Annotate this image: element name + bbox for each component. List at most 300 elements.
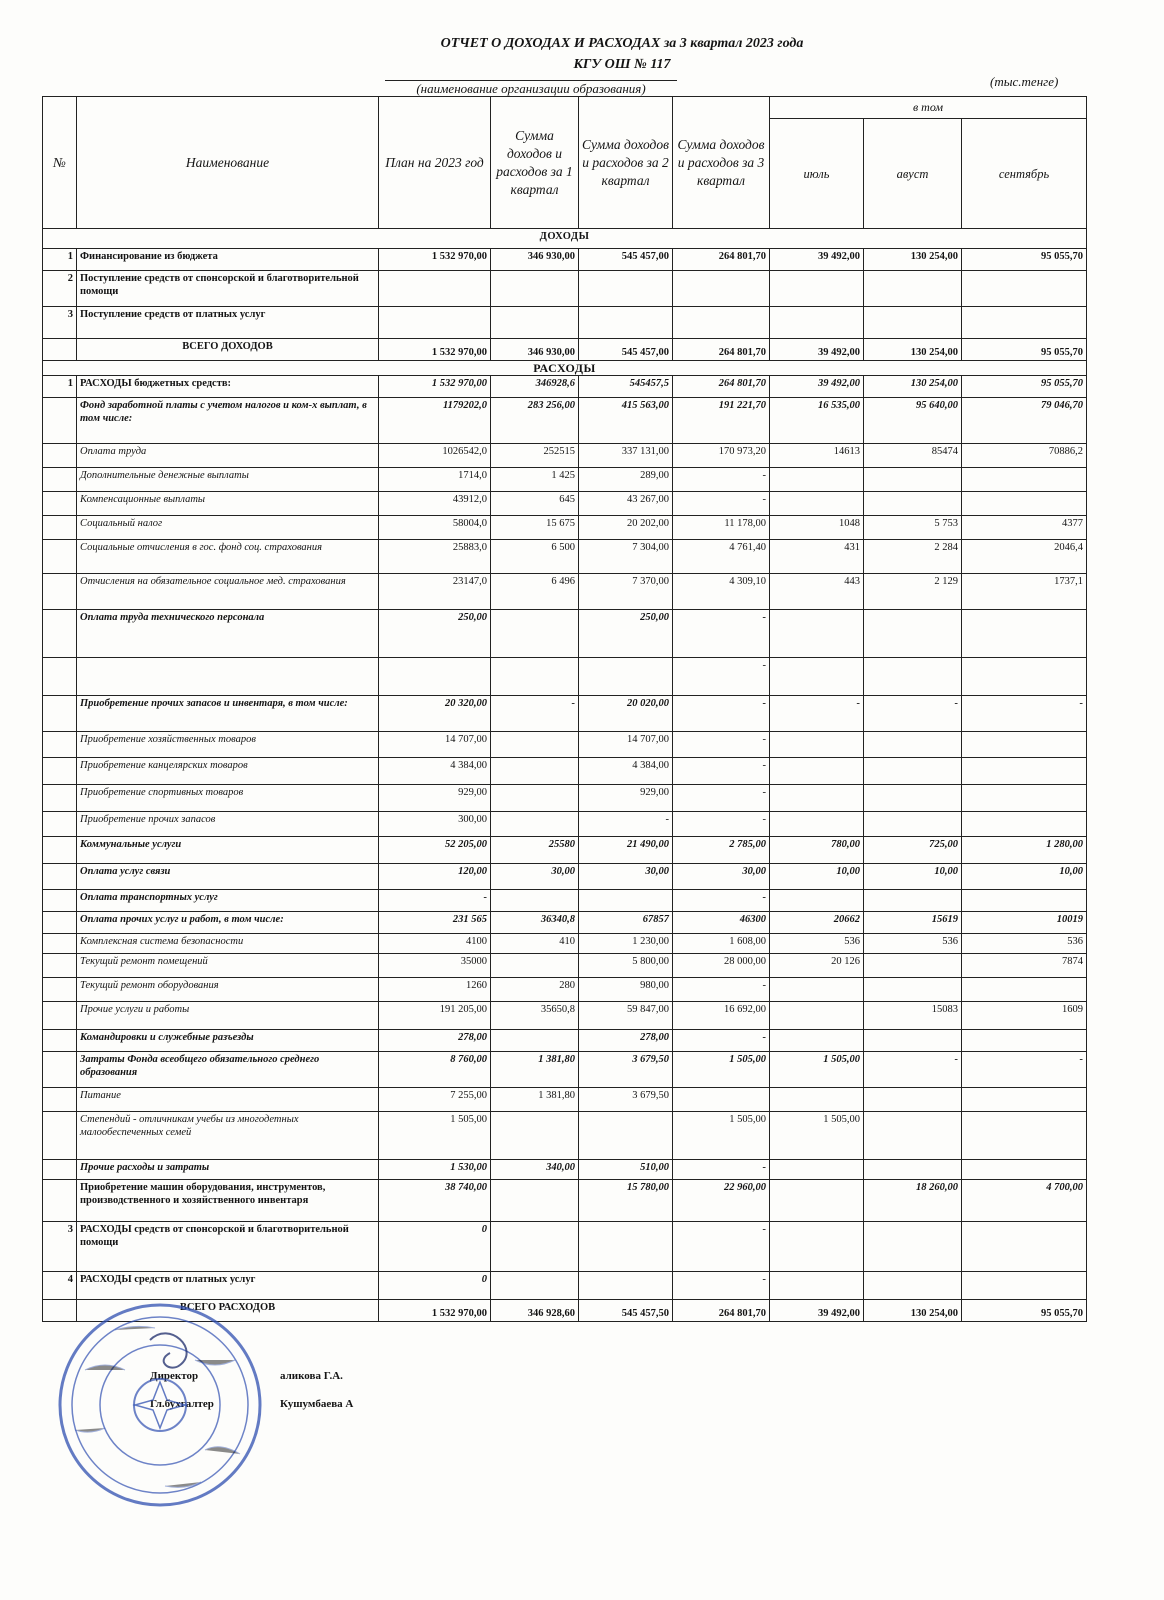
cell-q1 bbox=[491, 954, 579, 978]
total-m3: 95 055,70 bbox=[962, 339, 1087, 361]
section-expenses: РАСХОДЫ bbox=[43, 361, 1087, 376]
table-row bbox=[43, 271, 1087, 307]
total-m2: 130 254,00 bbox=[864, 339, 962, 361]
table-row bbox=[43, 492, 1087, 516]
cell-m1: 39 492,00 bbox=[770, 249, 864, 271]
cell-plan: 1179202,0 bbox=[379, 398, 491, 444]
cell-plan: 7 255,00 bbox=[379, 1088, 491, 1112]
cell-m2 bbox=[864, 610, 962, 658]
cell-m3: 4 700,00 bbox=[962, 1180, 1087, 1222]
cell-plan: 250,00 bbox=[379, 610, 491, 658]
cell-m3 bbox=[962, 812, 1087, 837]
cell-q1: 1 381,80 bbox=[491, 1052, 579, 1088]
row-number bbox=[43, 1160, 77, 1180]
cell-plan: - bbox=[379, 890, 491, 912]
cell-m1 bbox=[770, 890, 864, 912]
cell-plan: 0 bbox=[379, 1272, 491, 1300]
cell-m1: 16 535,00 bbox=[770, 398, 864, 444]
cell-q2: 30,00 bbox=[579, 864, 673, 890]
cell-q2: 15 780,00 bbox=[579, 1180, 673, 1222]
cell-q1 bbox=[491, 758, 579, 785]
organization-name: КГУ ОШ № 117 bbox=[573, 57, 671, 72]
row-name bbox=[77, 658, 379, 696]
row-name: Питание bbox=[77, 1088, 379, 1112]
cell-m3: 4377 bbox=[962, 516, 1087, 540]
cell-m2 bbox=[864, 1222, 962, 1272]
cell-m1: - bbox=[770, 696, 864, 732]
row-number bbox=[43, 732, 77, 758]
cell-q1 bbox=[491, 1272, 579, 1300]
cell-m1: 10,00 bbox=[770, 864, 864, 890]
cell-q1: 35650,8 bbox=[491, 1002, 579, 1030]
cell-plan: 278,00 bbox=[379, 1030, 491, 1052]
cell-q2: 59 847,00 bbox=[579, 1002, 673, 1030]
cell-q3: - bbox=[673, 978, 770, 1002]
col-in-that: в том bbox=[770, 97, 1087, 119]
table-row bbox=[43, 954, 1087, 978]
row-name: Прочие расходы и затраты bbox=[77, 1160, 379, 1180]
cell-m2: 2 284 bbox=[864, 540, 962, 574]
table-row bbox=[43, 376, 1087, 398]
total-q3: 264 801,70 bbox=[673, 1300, 770, 1322]
cell-plan: 120,00 bbox=[379, 864, 491, 890]
row-number bbox=[43, 978, 77, 1002]
cell-q3: 1 608,00 bbox=[673, 934, 770, 954]
cell-q3: 28 000,00 bbox=[673, 954, 770, 978]
cell-plan: 300,00 bbox=[379, 812, 491, 837]
cell-plan: 191 205,00 bbox=[379, 1002, 491, 1030]
cell-m2 bbox=[864, 658, 962, 696]
row-number bbox=[43, 1180, 77, 1222]
cell-m3: 95 055,70 bbox=[962, 376, 1087, 398]
cell-q1: 252515 bbox=[491, 444, 579, 468]
cell-q2: 545 457,00 bbox=[579, 249, 673, 271]
cell-m2 bbox=[864, 978, 962, 1002]
cell-m1 bbox=[770, 758, 864, 785]
cell-q3: - bbox=[673, 610, 770, 658]
cell-plan: 58004,0 bbox=[379, 516, 491, 540]
row-number bbox=[43, 610, 77, 658]
table-row bbox=[43, 307, 1087, 339]
accountant-label: Гл.бухгалтер bbox=[150, 1398, 214, 1410]
cell-m3 bbox=[962, 271, 1087, 307]
cell-plan: 1026542,0 bbox=[379, 444, 491, 468]
cell-q2: 980,00 bbox=[579, 978, 673, 1002]
cell-m2: 536 bbox=[864, 934, 962, 954]
total-q2: 545 457,00 bbox=[579, 339, 673, 361]
table-row bbox=[43, 1002, 1087, 1030]
table-row bbox=[43, 978, 1087, 1002]
row-name: Коммунальные услуги bbox=[77, 837, 379, 864]
row-name: Затраты Фонда всеобщего обязательного среднего образования bbox=[77, 1052, 379, 1088]
cell-q2: 510,00 bbox=[579, 1160, 673, 1180]
cell-m3: 95 055,70 bbox=[962, 249, 1087, 271]
cell-m1 bbox=[770, 1180, 864, 1222]
cell-m2 bbox=[864, 812, 962, 837]
cell-m3 bbox=[962, 978, 1087, 1002]
cell-m1: 1 505,00 bbox=[770, 1112, 864, 1160]
cell-q3: - bbox=[673, 1030, 770, 1052]
total-plan: 1 532 970,00 bbox=[379, 339, 491, 361]
cell-m2: 15083 bbox=[864, 1002, 962, 1030]
cell-q1: 1 425 bbox=[491, 468, 579, 492]
total-q1: 346 930,00 bbox=[491, 339, 579, 361]
cell-q3: 30,00 bbox=[673, 864, 770, 890]
row-name: РАСХОДЫ средств от спонсорской и благотворительной помощи bbox=[77, 1222, 379, 1272]
table-row bbox=[43, 398, 1087, 444]
cell-m1 bbox=[770, 492, 864, 516]
row-name: Прочие услуги и работы bbox=[77, 1002, 379, 1030]
row-name: Приобретение спортивных товаров bbox=[77, 785, 379, 812]
row-name: Социальные отчисления в гос. фонд соц. страхования bbox=[77, 540, 379, 574]
section-income: ДОХОДЫ bbox=[43, 229, 1087, 249]
col-name: Наименование bbox=[77, 97, 379, 229]
row-name: Текущий ремонт помещений bbox=[77, 954, 379, 978]
cell-m3 bbox=[962, 758, 1087, 785]
cell-q1: 6 500 bbox=[491, 540, 579, 574]
cell-m2: 10,00 bbox=[864, 864, 962, 890]
row-number bbox=[43, 574, 77, 610]
cell-q1 bbox=[491, 785, 579, 812]
cell-m2 bbox=[864, 1272, 962, 1300]
cell-plan: 1 532 970,00 bbox=[379, 249, 491, 271]
cell-q3: 4 309,10 bbox=[673, 574, 770, 610]
cell-q1 bbox=[491, 610, 579, 658]
row-number bbox=[43, 696, 77, 732]
cell-m3: - bbox=[962, 696, 1087, 732]
row-number: 4 bbox=[43, 1272, 77, 1300]
cell-m1 bbox=[770, 658, 864, 696]
cell-q3: - bbox=[673, 812, 770, 837]
row-number: 2 bbox=[43, 271, 77, 307]
cell-m1: 431 bbox=[770, 540, 864, 574]
cell-m3 bbox=[962, 1272, 1087, 1300]
cell-q2: 7 370,00 bbox=[579, 574, 673, 610]
cell-m3: 536 bbox=[962, 934, 1087, 954]
accountant-name: Кушумбаева А bbox=[280, 1398, 354, 1410]
cell-q2 bbox=[579, 658, 673, 696]
cell-q2: 250,00 bbox=[579, 610, 673, 658]
col-plan: План на 2023 год bbox=[379, 97, 491, 229]
table-row bbox=[43, 1222, 1087, 1272]
organization-caption: (наименование организации образования) bbox=[385, 80, 677, 97]
cell-m2: 85474 bbox=[864, 444, 962, 468]
row-number bbox=[43, 658, 77, 696]
cell-m2 bbox=[864, 1112, 962, 1160]
cell-m2: 5 753 bbox=[864, 516, 962, 540]
row-number bbox=[43, 1088, 77, 1112]
cell-m3 bbox=[962, 890, 1087, 912]
cell-q3: - bbox=[673, 696, 770, 732]
row-name: Финансирование из бюджета bbox=[77, 249, 379, 271]
table-row bbox=[43, 1088, 1087, 1112]
cell-q3: - bbox=[673, 785, 770, 812]
cell-m2 bbox=[864, 1088, 962, 1112]
row-number bbox=[43, 1052, 77, 1088]
cell-m3 bbox=[962, 492, 1087, 516]
cell-m2 bbox=[864, 492, 962, 516]
cell-m1 bbox=[770, 1088, 864, 1112]
cell-m1 bbox=[770, 1160, 864, 1180]
cell-m3 bbox=[962, 1160, 1087, 1180]
cell-q3: 22 960,00 bbox=[673, 1180, 770, 1222]
cell-m3: 2046,4 bbox=[962, 540, 1087, 574]
director-label: Директор bbox=[150, 1370, 199, 1382]
row-number bbox=[43, 516, 77, 540]
cell-q1 bbox=[491, 307, 579, 339]
cell-plan: 4 384,00 bbox=[379, 758, 491, 785]
row-number bbox=[43, 812, 77, 837]
cell-q2 bbox=[579, 1222, 673, 1272]
cell-q3: 2 785,00 bbox=[673, 837, 770, 864]
cell-m2 bbox=[864, 271, 962, 307]
table-row bbox=[43, 864, 1087, 890]
cell-m3: 10,00 bbox=[962, 864, 1087, 890]
row-number bbox=[43, 934, 77, 954]
row-name: Оплата труда bbox=[77, 444, 379, 468]
row-name: РАСХОДЫ бюджетных средств: bbox=[77, 376, 379, 398]
cell-m1 bbox=[770, 978, 864, 1002]
cell-m1: 1 505,00 bbox=[770, 1052, 864, 1088]
row-number: 3 bbox=[43, 307, 77, 339]
table-row bbox=[43, 732, 1087, 758]
cell-q3: 11 178,00 bbox=[673, 516, 770, 540]
total-q1: 346 928,60 bbox=[491, 1300, 579, 1322]
income-total-row bbox=[43, 339, 1087, 361]
cell-q1: 30,00 bbox=[491, 864, 579, 890]
cell-q2: 3 679,50 bbox=[579, 1052, 673, 1088]
row-number bbox=[43, 1002, 77, 1030]
row-name: Текущий ремонт оборудования bbox=[77, 978, 379, 1002]
cell-q2: 3 679,50 bbox=[579, 1088, 673, 1112]
cell-m1: 1048 bbox=[770, 516, 864, 540]
cell-q2: 67857 bbox=[579, 912, 673, 934]
cell-plan: 1 530,00 bbox=[379, 1160, 491, 1180]
cell-m1 bbox=[770, 307, 864, 339]
cell-m3: 79 046,70 bbox=[962, 398, 1087, 444]
total-m1: 39 492,00 bbox=[770, 339, 864, 361]
table-row bbox=[43, 812, 1087, 837]
cell-plan: 4100 bbox=[379, 934, 491, 954]
row-number: 3 bbox=[43, 1222, 77, 1272]
cell-m1 bbox=[770, 812, 864, 837]
cell-q1: 280 bbox=[491, 978, 579, 1002]
cell-q1 bbox=[491, 1112, 579, 1160]
cell-q3: 191 221,70 bbox=[673, 398, 770, 444]
total-q2: 545 457,50 bbox=[579, 1300, 673, 1322]
cell-plan: 38 740,00 bbox=[379, 1180, 491, 1222]
cell-q3: 4 761,40 bbox=[673, 540, 770, 574]
cell-m3 bbox=[962, 785, 1087, 812]
row-name: Социальный налог bbox=[77, 516, 379, 540]
cell-q2: 43 267,00 bbox=[579, 492, 673, 516]
cell-m3: 7874 bbox=[962, 954, 1087, 978]
table-row bbox=[43, 890, 1087, 912]
row-number: 1 bbox=[43, 376, 77, 398]
cell-q2: 4 384,00 bbox=[579, 758, 673, 785]
cell-q1: 410 bbox=[491, 934, 579, 954]
cell-q1 bbox=[491, 1222, 579, 1272]
cell-q3: - bbox=[673, 492, 770, 516]
cell-plan: 23147,0 bbox=[379, 574, 491, 610]
cell-q1: 346 930,00 bbox=[491, 249, 579, 271]
cell-plan: 14 707,00 bbox=[379, 732, 491, 758]
cell-q2 bbox=[579, 307, 673, 339]
cell-plan: 25883,0 bbox=[379, 540, 491, 574]
cell-q1: 6 496 bbox=[491, 574, 579, 610]
row-number bbox=[43, 864, 77, 890]
cell-plan: 43912,0 bbox=[379, 492, 491, 516]
row-name: Оплата прочих услуг и работ, в том числе: bbox=[77, 912, 379, 934]
cell-q3: - bbox=[673, 758, 770, 785]
cell-m2 bbox=[864, 785, 962, 812]
section-row bbox=[43, 361, 1087, 376]
cell-q1 bbox=[491, 890, 579, 912]
row-name: Приобретение канцелярских товаров bbox=[77, 758, 379, 785]
cell-q1: 25580 bbox=[491, 837, 579, 864]
cell-q3: 46300 bbox=[673, 912, 770, 934]
cell-m1 bbox=[770, 271, 864, 307]
cell-m3 bbox=[962, 1222, 1087, 1272]
cell-m3: 1737,1 bbox=[962, 574, 1087, 610]
col-q1: Сумма доходов и расходов за 1 квартал bbox=[491, 97, 579, 229]
total-label: ВСЕГО РАСХОДОВ bbox=[77, 1300, 379, 1322]
row-number bbox=[43, 468, 77, 492]
cell-m2: - bbox=[864, 696, 962, 732]
cell-q1: 36340,8 bbox=[491, 912, 579, 934]
cell-m3: 10019 bbox=[962, 912, 1087, 934]
cell-m3 bbox=[962, 658, 1087, 696]
row-number bbox=[43, 954, 77, 978]
col-number: № bbox=[43, 97, 77, 229]
cell-q1 bbox=[491, 812, 579, 837]
col-august: авуст bbox=[864, 119, 962, 229]
cell-m1: 780,00 bbox=[770, 837, 864, 864]
cell-q2: 5 800,00 bbox=[579, 954, 673, 978]
cell-q3: 170 973,20 bbox=[673, 444, 770, 468]
cell-q1: 645 bbox=[491, 492, 579, 516]
cell-q3 bbox=[673, 307, 770, 339]
row-name: Комплексная система безопасности bbox=[77, 934, 379, 954]
cell-q3: - bbox=[673, 732, 770, 758]
report-title: ОТЧЕТ О ДОХОДАХ И РАСХОДАХ за 3 квартал 2023 года bbox=[440, 36, 804, 51]
row-name: Отчисления на обязательное социальное мед. страхования bbox=[77, 574, 379, 610]
cell-m1 bbox=[770, 1222, 864, 1272]
row-name: Дополнительные денежные выплаты bbox=[77, 468, 379, 492]
total-label: ВСЕГО ДОХОДОВ bbox=[77, 339, 379, 361]
cell-q2: 7 304,00 bbox=[579, 540, 673, 574]
cell-m2: 95 640,00 bbox=[864, 398, 962, 444]
cell-q2 bbox=[579, 890, 673, 912]
report-table bbox=[42, 96, 1087, 1322]
cell-m2 bbox=[864, 1030, 962, 1052]
table-row bbox=[43, 1052, 1087, 1088]
table-row bbox=[43, 249, 1087, 271]
cell-m2: 130 254,00 bbox=[864, 376, 962, 398]
cell-q2 bbox=[579, 271, 673, 307]
table-row bbox=[43, 1030, 1087, 1052]
cell-plan: 20 320,00 bbox=[379, 696, 491, 732]
cell-m1: 14613 bbox=[770, 444, 864, 468]
row-number bbox=[43, 339, 77, 361]
table-row bbox=[43, 540, 1087, 574]
col-september: сентябрь bbox=[962, 119, 1087, 229]
cell-m1: 20662 bbox=[770, 912, 864, 934]
cell-q2 bbox=[579, 1272, 673, 1300]
cell-m1: 20 126 bbox=[770, 954, 864, 978]
cell-q3: - bbox=[673, 1222, 770, 1272]
cell-plan: 1 505,00 bbox=[379, 1112, 491, 1160]
cell-m2: 15619 bbox=[864, 912, 962, 934]
cell-m3: 70886,2 bbox=[962, 444, 1087, 468]
cell-q3: 264 801,70 bbox=[673, 376, 770, 398]
col-july: июль bbox=[770, 119, 864, 229]
cell-m2: 2 129 bbox=[864, 574, 962, 610]
cell-m3: - bbox=[962, 1052, 1087, 1088]
cell-q2: 415 563,00 bbox=[579, 398, 673, 444]
cell-m1 bbox=[770, 1002, 864, 1030]
cell-q1: 283 256,00 bbox=[491, 398, 579, 444]
cell-q2: 20 020,00 bbox=[579, 696, 673, 732]
cell-m2 bbox=[864, 954, 962, 978]
cell-m3 bbox=[962, 1030, 1087, 1052]
cell-plan bbox=[379, 658, 491, 696]
cell-q2: 337 131,00 bbox=[579, 444, 673, 468]
director-name: аликова Г.А. bbox=[280, 1370, 343, 1382]
row-name: Приобретение машин оборудования, инструментов, производственного и хозяйственного инвентаря bbox=[77, 1180, 379, 1222]
cell-m2: 130 254,00 bbox=[864, 249, 962, 271]
row-name: Поступление средств от спонсорской и благотворительной помощи bbox=[77, 271, 379, 307]
table-row bbox=[43, 1112, 1087, 1160]
cell-q1: 1 381,80 bbox=[491, 1088, 579, 1112]
row-name: Приобретение хозяйственных товаров bbox=[77, 732, 379, 758]
cell-q1 bbox=[491, 658, 579, 696]
table-row bbox=[43, 516, 1087, 540]
cell-q2: 20 202,00 bbox=[579, 516, 673, 540]
cell-plan: 231 565 bbox=[379, 912, 491, 934]
table-row bbox=[43, 758, 1087, 785]
cell-m2 bbox=[864, 1160, 962, 1180]
cell-q1 bbox=[491, 1180, 579, 1222]
row-number bbox=[43, 398, 77, 444]
table-row bbox=[43, 934, 1087, 954]
cell-m3 bbox=[962, 1112, 1087, 1160]
row-number bbox=[43, 890, 77, 912]
cell-q3: 1 505,00 bbox=[673, 1052, 770, 1088]
cell-plan: 52 205,00 bbox=[379, 837, 491, 864]
cell-q1 bbox=[491, 1030, 579, 1052]
row-number bbox=[43, 1112, 77, 1160]
cell-q3: - bbox=[673, 1160, 770, 1180]
cell-q3 bbox=[673, 271, 770, 307]
cell-plan: 8 760,00 bbox=[379, 1052, 491, 1088]
row-number bbox=[43, 758, 77, 785]
row-name: Степендий - отличникам учебы из многодетных малообеспеченных семей bbox=[77, 1112, 379, 1160]
total-q3: 264 801,70 bbox=[673, 339, 770, 361]
row-number bbox=[43, 912, 77, 934]
cell-m2 bbox=[864, 468, 962, 492]
cell-q3: - bbox=[673, 1272, 770, 1300]
row-name: Фонд заработной платы с учетом налогов и ком-х выплат, в том числе: bbox=[77, 398, 379, 444]
cell-m1 bbox=[770, 732, 864, 758]
cell-plan: 1 532 970,00 bbox=[379, 376, 491, 398]
row-number bbox=[43, 837, 77, 864]
cell-m2 bbox=[864, 758, 962, 785]
row-name: Оплата транспортных услуг bbox=[77, 890, 379, 912]
row-name: Поступление средств от платных услуг bbox=[77, 307, 379, 339]
col-q2: Сумма доходов и расходов за 2 квартал bbox=[579, 97, 673, 229]
unit-label: (тыс.тенге) bbox=[990, 74, 1059, 89]
